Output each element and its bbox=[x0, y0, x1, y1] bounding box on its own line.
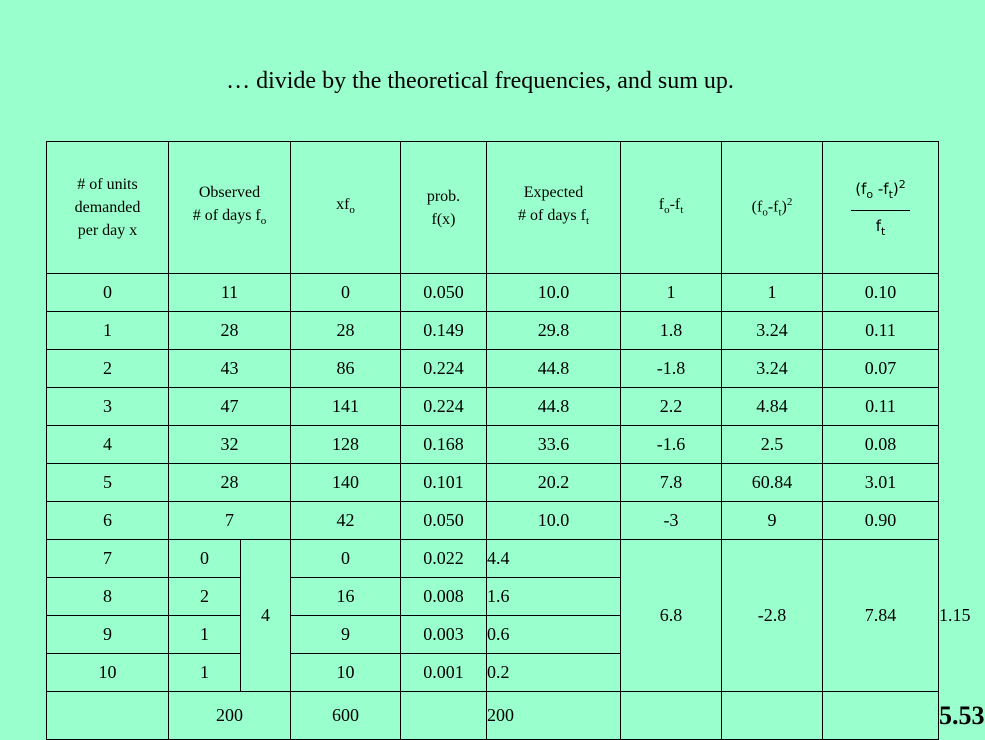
header-prob: prob. f(x) bbox=[401, 142, 487, 274]
table-row bbox=[47, 312, 939, 350]
cell-fo: 47 bbox=[169, 388, 291, 426]
cell-ratio: 0.07 bbox=[823, 350, 939, 388]
cell-ft: 29.8 bbox=[487, 312, 621, 350]
cell-prob: 0.050 bbox=[401, 502, 487, 540]
frequency-table bbox=[46, 141, 985, 740]
cell-ft: 44.8 bbox=[487, 350, 621, 388]
cell-x: 9 bbox=[47, 616, 169, 654]
total-fo: 200 bbox=[169, 692, 291, 740]
cell-prob: 0.101 bbox=[401, 464, 487, 502]
cell-fo: 32 bbox=[169, 426, 291, 464]
cell-sq: 4.84 bbox=[722, 388, 823, 426]
cell-xfo: 10 bbox=[291, 654, 401, 692]
cell-ratio: 0.11 bbox=[823, 388, 939, 426]
cell-sq: 2.5 bbox=[722, 426, 823, 464]
header-row bbox=[47, 142, 939, 274]
cell-ft: 0.6 bbox=[487, 616, 621, 654]
header-x: # of units demanded per day x bbox=[47, 142, 169, 274]
cell-x: 2 bbox=[47, 350, 169, 388]
page-title: … divide by the theoretical frequencies, and sum up. bbox=[226, 68, 734, 94]
cell-x: 0 bbox=[47, 274, 169, 312]
cell-x: 1 bbox=[47, 312, 169, 350]
cell-diff: 1.8 bbox=[621, 312, 722, 350]
cell-diff-group: -2.8 bbox=[722, 540, 823, 692]
cell-ft: 20.2 bbox=[487, 464, 621, 502]
cell-ratio: 0.08 bbox=[823, 426, 939, 464]
cell-ratio: 0.90 bbox=[823, 502, 939, 540]
cell-sq: 3.24 bbox=[722, 350, 823, 388]
cell-diff: 7.8 bbox=[621, 464, 722, 502]
cell-xfo: 0 bbox=[291, 274, 401, 312]
cell-diff: 2.2 bbox=[621, 388, 722, 426]
cell-xfo: 9 bbox=[291, 616, 401, 654]
cell-empty bbox=[823, 692, 939, 740]
cell-ft-group-total: 6.8 bbox=[621, 540, 722, 692]
table-row-grouped: 7 0 4 0 0.022 4.4 6.8 -2.8 7.84 1.15 bbox=[47, 540, 939, 578]
cell-x: 5 bbox=[47, 464, 169, 502]
cell-empty bbox=[47, 692, 169, 740]
cell-ratio: 0.10 bbox=[823, 274, 939, 312]
cell-xfo: 28 bbox=[291, 312, 401, 350]
cell-fo-group-total: 4 bbox=[241, 540, 291, 692]
table-row bbox=[47, 388, 939, 426]
cell-sq: 9 bbox=[722, 502, 823, 540]
cell-fo: 1 bbox=[169, 616, 241, 654]
cell-fo: 2 bbox=[169, 578, 241, 616]
cell-xfo: 16 bbox=[291, 578, 401, 616]
cell-x: 8 bbox=[47, 578, 169, 616]
table-row bbox=[47, 502, 939, 540]
cell-ft: 33.6 bbox=[487, 426, 621, 464]
cell-x: 4 bbox=[47, 426, 169, 464]
cell-sq-group: 7.84 bbox=[823, 540, 939, 692]
table-row bbox=[47, 274, 939, 312]
cell-fo: 43 bbox=[169, 350, 291, 388]
cell-sq: 1 bbox=[722, 274, 823, 312]
cell-x: 3 bbox=[47, 388, 169, 426]
cell-sq: 3.24 bbox=[722, 312, 823, 350]
table-row bbox=[47, 350, 939, 388]
cell-ft: 4.4 bbox=[487, 540, 621, 578]
cell-fo: 11 bbox=[169, 274, 291, 312]
cell-ft: 44.8 bbox=[487, 388, 621, 426]
cell-fo: 7 bbox=[169, 502, 291, 540]
cell-empty bbox=[621, 692, 722, 740]
cell-ratio: 3.01 bbox=[823, 464, 939, 502]
cell-xfo: 140 bbox=[291, 464, 401, 502]
cell-empty bbox=[722, 692, 823, 740]
cell-diff: -1.6 bbox=[621, 426, 722, 464]
cell-prob: 0.050 bbox=[401, 274, 487, 312]
total-ft: 200 bbox=[487, 692, 621, 740]
cell-x: 10 bbox=[47, 654, 169, 692]
cell-prob: 0.001 bbox=[401, 654, 487, 692]
cell-ft: 1.6 bbox=[487, 578, 621, 616]
cell-prob: 0.149 bbox=[401, 312, 487, 350]
cell-fo: 28 bbox=[169, 464, 291, 502]
totals-row: 200 600 200 5.53 bbox=[47, 692, 939, 740]
header-observed: Observed # of days $f_o$ bbox=[169, 142, 291, 274]
cell-xfo: 128 bbox=[291, 426, 401, 464]
header-diff: $f_o-f_t$ bbox=[621, 142, 722, 274]
cell-diff: 1 bbox=[621, 274, 722, 312]
cell-fo: 28 bbox=[169, 312, 291, 350]
cell-prob: 0.224 bbox=[401, 350, 487, 388]
cell-sq: 60.84 bbox=[722, 464, 823, 502]
ratio-fraction: $\frac{(f_o -f_t)^2}{f_t}$ bbox=[851, 173, 910, 243]
total-xfo: 600 bbox=[291, 692, 401, 740]
cell-empty bbox=[401, 692, 487, 740]
header-expected: Expected # of days $f_t$ bbox=[487, 142, 621, 274]
cell-fo: 0 bbox=[169, 540, 241, 578]
cell-ft: 10.0 bbox=[487, 274, 621, 312]
cell-fo: 1 bbox=[169, 654, 241, 692]
table-row bbox=[47, 426, 939, 464]
cell-x: 6 bbox=[47, 502, 169, 540]
cell-xfo: 141 bbox=[291, 388, 401, 426]
cell-ft: 0.2 bbox=[487, 654, 621, 692]
header-ratio bbox=[823, 142, 939, 274]
cell-xfo: 0 bbox=[291, 540, 401, 578]
cell-prob: 0.022 bbox=[401, 540, 487, 578]
cell-prob: 0.003 bbox=[401, 616, 487, 654]
cell-x: 7 bbox=[47, 540, 169, 578]
header-xfo: $xf_o$ bbox=[291, 142, 401, 274]
cell-xfo: 42 bbox=[291, 502, 401, 540]
cell-prob: 0.168 bbox=[401, 426, 487, 464]
cell-ft: 10.0 bbox=[487, 502, 621, 540]
header-sq: $(f_o-f_t)^2$ bbox=[722, 142, 823, 274]
cell-diff: -1.8 bbox=[621, 350, 722, 388]
cell-xfo: 86 bbox=[291, 350, 401, 388]
table-row bbox=[47, 464, 939, 502]
cell-diff: -3 bbox=[621, 502, 722, 540]
cell-prob: 0.224 bbox=[401, 388, 487, 426]
cell-ratio: 0.11 bbox=[823, 312, 939, 350]
cell-prob: 0.008 bbox=[401, 578, 487, 616]
